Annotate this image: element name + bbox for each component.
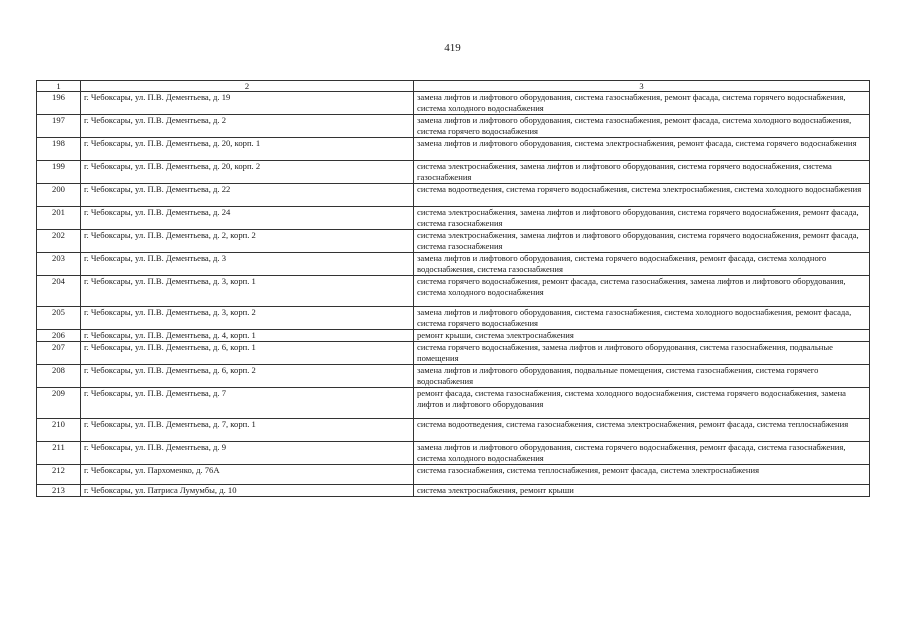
- row-number-cell: 203: [37, 253, 81, 276]
- works-cell: замена лифтов и лифтового оборудования, подвальные помещения, система газоснабжения, система горячего водоснабжения: [414, 365, 870, 388]
- works-cell: замена лифтов и лифтового оборудования, система горячего водоснабжения, ремонт фасада, система холодного водоснабжения, система газоснабжения: [414, 253, 870, 276]
- works-cell: система электроснабжения, замена лифтов и лифтового оборудования, система горячего водоснабжения, система газоснабжения: [414, 161, 870, 184]
- table-row: [37, 330, 870, 342]
- row-number-cell: 208: [37, 365, 81, 388]
- works-cell: замена лифтов и лифтового оборудования, система электроснабжения, ремонт фасада, система горячего водоснабжения: [414, 138, 870, 161]
- table-row: [37, 365, 870, 388]
- works-cell: замена лифтов и лифтового оборудования, система горячего водоснабжения, ремонт фасада, система газоснабжения, система холодного водоснабжения: [414, 442, 870, 465]
- table-row: [37, 184, 870, 207]
- address-cell: г. Чебоксары, ул. Пархоменко, д. 76А: [81, 465, 414, 485]
- address-cell: г. Чебоксары, ул. П.В. Дементьева, д. 2, корп. 2: [81, 230, 414, 253]
- table-row: [37, 253, 870, 276]
- address-cell: г. Чебоксары, ул. П.В. Дементьева, д. 19: [81, 92, 414, 115]
- row-number-cell: 210: [37, 419, 81, 442]
- works-cell: ремонт крыши, система электроснабжения: [414, 330, 870, 342]
- address-cell: г. Чебоксары, ул. П.В. Дементьева, д. 2: [81, 115, 414, 138]
- page-number: 419: [444, 42, 461, 54]
- table-row: [37, 485, 870, 497]
- row-number-cell: 198: [37, 138, 81, 161]
- address-cell: г. Чебоксары, ул. П.В. Дементьева, д. 4, корп. 1: [81, 330, 414, 342]
- table-row: [37, 138, 870, 161]
- address-cell: г. Чебоксары, ул. П.В. Дементьева, д. 20, корп. 1: [81, 138, 414, 161]
- row-number-cell: 197: [37, 115, 81, 138]
- works-cell: система электроснабжения, ремонт крыши: [414, 485, 870, 497]
- works-cell: система газоснабжения, система теплоснабжения, ремонт фасада, система электроснабжения: [414, 465, 870, 485]
- table-row: [37, 230, 870, 253]
- address-cell: г. Чебоксары, ул. П.В. Дементьева, д. 3, корп. 1: [81, 276, 414, 307]
- table-row: [37, 342, 870, 365]
- works-cell: система электроснабжения, замена лифтов и лифтового оборудования, система горячего водоснабжения, ремонт фасада, система газоснабжения: [414, 207, 870, 230]
- row-number-cell: 204: [37, 276, 81, 307]
- column-number-1: 1: [37, 81, 81, 92]
- table-row: [37, 92, 870, 115]
- table-body: [37, 81, 870, 497]
- address-cell: г. Чебоксары, ул. П.В. Дементьева, д. 9: [81, 442, 414, 465]
- address-cell: г. Чебоксары, ул. П.В. Дементьева, д. 6, корп. 1: [81, 342, 414, 365]
- table-row: [37, 115, 870, 138]
- table-row: [37, 419, 870, 442]
- address-cell: г. Чебоксары, ул. П.В. Дементьева, д. 3, корп. 2: [81, 307, 414, 330]
- works-cell: система водоотведения, система газоснабжения, система электроснабжения, ремонт фасада, система теплоснабжения: [414, 419, 870, 442]
- address-cell: г. Чебоксары, ул. П.В. Дементьева, д. 7, корп. 1: [81, 419, 414, 442]
- row-number-cell: 196: [37, 92, 81, 115]
- works-cell: замена лифтов и лифтового оборудования, система газоснабжения, ремонт фасада, система горячего водоснабжения, система холодного водоснабжения: [414, 92, 870, 115]
- table-row: [37, 465, 870, 485]
- row-number-cell: 207: [37, 342, 81, 365]
- address-cell: г. Чебоксары, ул. П.В. Дементьева, д. 22: [81, 184, 414, 207]
- table-row: [37, 388, 870, 419]
- row-number-cell: 213: [37, 485, 81, 497]
- address-cell: г. Чебоксары, ул. П.В. Дементьева, д. 7: [81, 388, 414, 419]
- table-row: [37, 207, 870, 230]
- works-cell: система горячего водоснабжения, замена лифтов и лифтового оборудования, система газоснабжения, подвальные помещения: [414, 342, 870, 365]
- row-number-cell: 206: [37, 330, 81, 342]
- row-number-cell: 201: [37, 207, 81, 230]
- address-cell: г. Чебоксары, ул. П.В. Дементьева, д. 3: [81, 253, 414, 276]
- row-number-cell: 211: [37, 442, 81, 465]
- row-number-cell: 205: [37, 307, 81, 330]
- works-cell: замена лифтов и лифтового оборудования, система газоснабжения, система холодного водоснабжения, ремонт фасада, система горячего водоснабжения: [414, 307, 870, 330]
- column-number-3: 3: [414, 81, 870, 92]
- row-number-cell: 200: [37, 184, 81, 207]
- works-cell: система водоотведения, система горячего водоснабжения, система электроснабжения, система холодного водоснабжения: [414, 184, 870, 207]
- row-number-cell: 212: [37, 465, 81, 485]
- table-row: [37, 307, 870, 330]
- address-cell: г. Чебоксары, ул. Патриса Лумумбы, д. 10: [81, 485, 414, 497]
- works-cell: замена лифтов и лифтового оборудования, система газоснабжения, ремонт фасада, система холодного водоснабжения, система горячего водоснабжения: [414, 115, 870, 138]
- row-number-cell: 209: [37, 388, 81, 419]
- works-cell: система горячего водоснабжения, ремонт фасада, система газоснабжения, замена лифтов и лифтового оборудования, система холодного водоснабжения: [414, 276, 870, 307]
- table-row: [37, 276, 870, 307]
- column-number-row: [37, 81, 870, 92]
- table-row: [37, 161, 870, 184]
- address-cell: г. Чебоксары, ул. П.В. Дементьева, д. 6, корп. 2: [81, 365, 414, 388]
- address-cell: г. Чебоксары, ул. П.В. Дементьева, д. 24: [81, 207, 414, 230]
- works-cell: система электроснабжения, замена лифтов и лифтового оборудования, система горячего водоснабжения, ремонт фасада, система газоснабжения: [414, 230, 870, 253]
- address-cell: г. Чебоксары, ул. П.В. Дементьева, д. 20, корп. 2: [81, 161, 414, 184]
- row-number-cell: 199: [37, 161, 81, 184]
- column-number-2: 2: [81, 81, 414, 92]
- table-row: [37, 442, 870, 465]
- housing-registry-table: [36, 80, 870, 497]
- row-number-cell: 202: [37, 230, 81, 253]
- works-cell: ремонт фасада, система газоснабжения, система холодного водоснабжения, система горячего водоснабжения, замена лифтов и лифтового оборудования: [414, 388, 870, 419]
